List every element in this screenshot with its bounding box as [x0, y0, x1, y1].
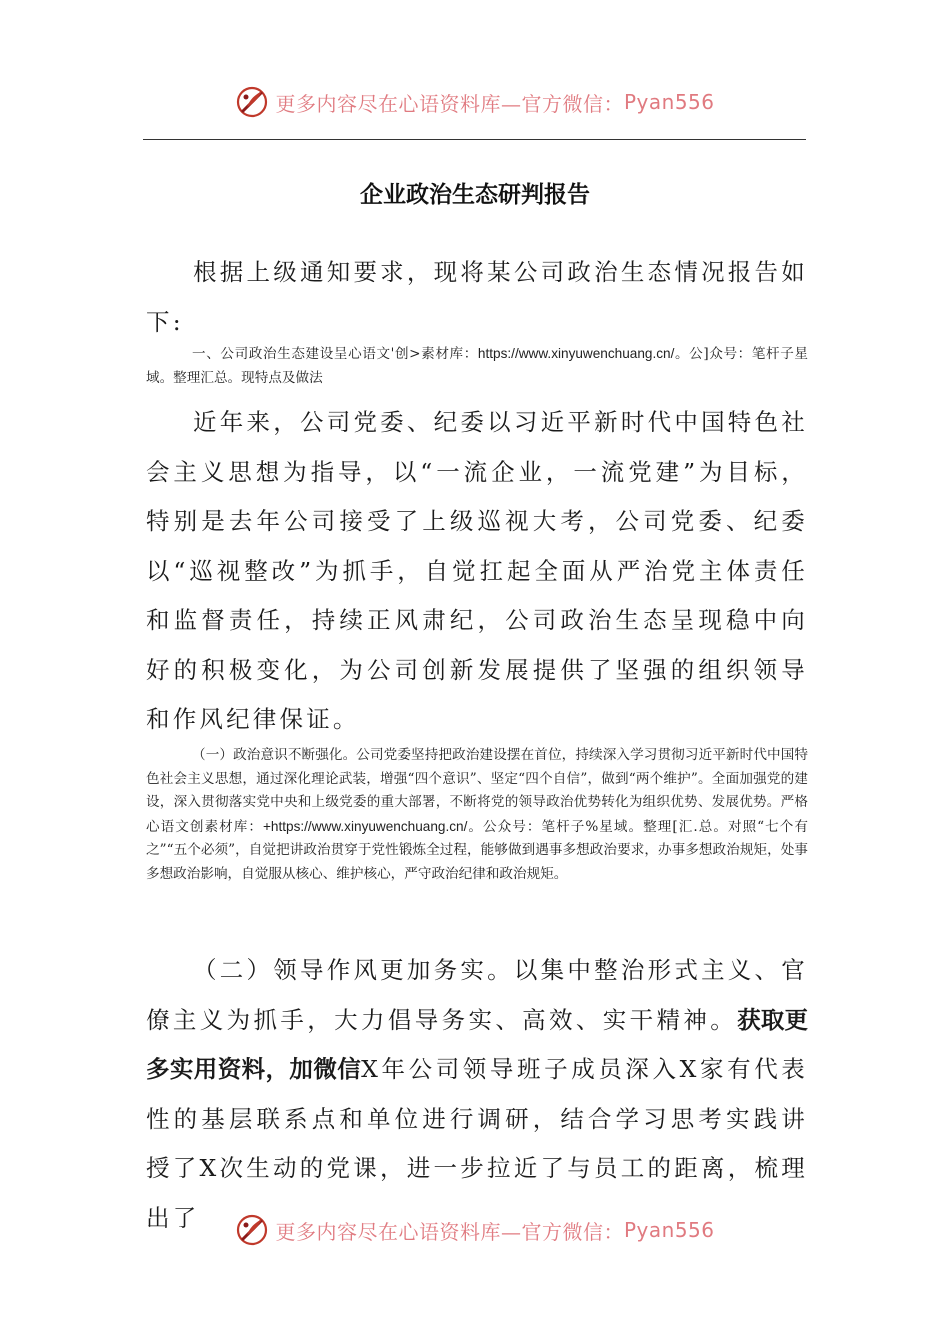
section-one-text-a: 一、公司政治生态建设呈心语文'创>素材库：	[192, 346, 478, 362]
main-paragraph: 近年来，公司党委、纪委以习近平新时代中国特色社会主义思想为指导，以“一流企业，一流党建”为目标，特别是去年公司接受了上级巡视大考，公司党委、纪委以“巡视整改”为抓手，自觉扛起全面从严治党主体责任和监督责任，持续正风肃纪，公司政治生态呈现稳中向好的积极变化，为公司创新发展提供了坚强的组织领导和作风纪律保证。	[146, 408, 808, 733]
banner-wechat-id: Pyan556	[623, 1218, 715, 1242]
document-title: 企业政治生态研判报告	[360, 181, 590, 208]
subsection-one-url: +https://www.xinyuwenchuang.cn/	[262, 818, 468, 834]
footer-watermark-banner	[0, 1210, 950, 1250]
subsection-one-paragraph	[146, 744, 808, 886]
section-one-text-b: 。公]众号：笔杆子星域。整理汇总。现特点及做法	[146, 346, 808, 386]
quill-logo-icon	[235, 1213, 269, 1247]
subsection-one-text-a: （一）政治意识不断强化。公司党委坚持把政治建设摆在首位，持续深入学习贯彻习近平新时代中国特色社会主义思想，通过深化理论武装，增强“四个意识”、坚定“四个自信”，做到“两个维护”。全面加强党的建设，深入贯彻落实党中央和上级党委的重大部署，不断将党的领导政治优势转化为组织优势、发展优势。严格心语文创素材库：	[146, 747, 808, 835]
quill-logo-icon	[235, 85, 269, 119]
subsection-two-text-a: （二）领导作风更加务实。以集中整治形式主义、官僚主义为抓手，大力倡导务实、高效、实干精神。	[146, 956, 808, 1034]
subsection-two-bold-promo: 获取更多实用资料，加微信	[146, 1005, 808, 1083]
banner-text: 更多内容尽在心语资料库—官方微信：	[275, 1219, 624, 1244]
subsection-one-text-b: 。公众号：笔杆子%星域。整理[汇.总。对照“七个有之”“五个必须”，自觉把讲政治贯穿于党性锻炼全过程，能够做到遇事多想政治要求，办事多想政治规矩，处事多想政治影响，自觉服从核心、维护核心，严守政治纪律和政治规矩。	[146, 818, 808, 882]
section-one-heading	[146, 342, 808, 390]
header-watermark-banner	[0, 82, 950, 122]
header-divider	[143, 139, 806, 140]
banner-wechat-id: Pyan556	[623, 90, 715, 114]
banner-text: 更多内容尽在心语资料库—官方微信：	[275, 91, 624, 116]
section-one-url: https://www.xinyuwenchuang.cn/	[477, 346, 675, 361]
subsection-two-text-b: X年公司领导班子成员深入X家有代表性的基层联系点和单位进行调研，结合学习思考实践讲授了X次生动的党课，进一步拉近了与员工的距离，梳理出了	[146, 1055, 808, 1232]
subsection-two-paragraph	[146, 946, 808, 1243]
intro-paragraph: 根据上级通知要求，现将某公司政治生态情况报告如下:	[146, 258, 808, 336]
